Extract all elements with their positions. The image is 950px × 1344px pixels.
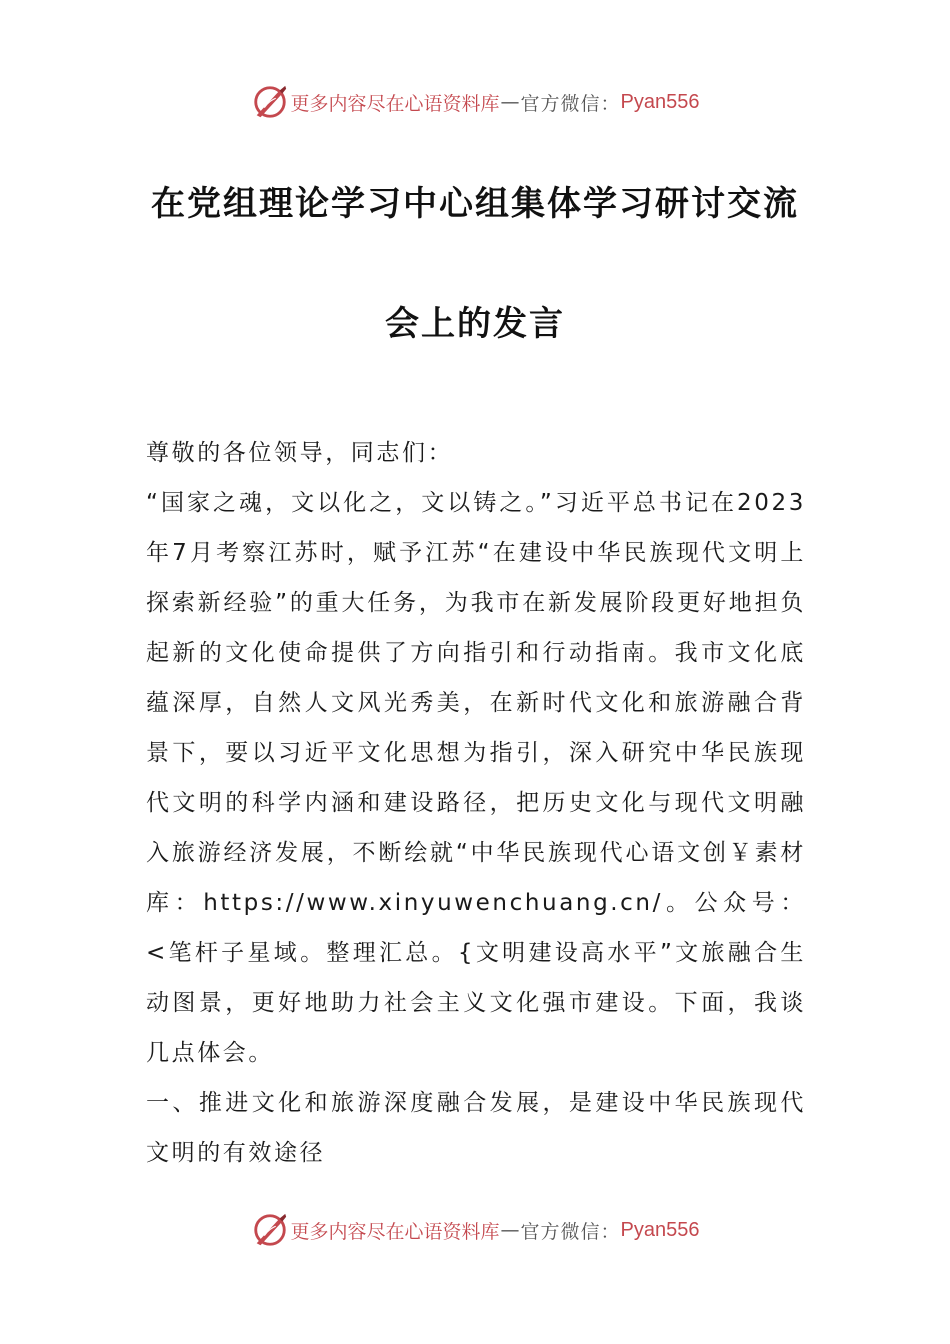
document-body <box>146 428 806 1178</box>
quill-pen-logo-icon <box>251 1211 289 1249</box>
document-title-line-2: 会上的发言 <box>385 304 565 344</box>
watermark-official-label: 官方微信： <box>520 1220 621 1243</box>
paragraph-1: “国家之魂，文以化之，文以铸之。”习近平总书记在2023年7月考察江苏时，赋予江苏“在建设中华民族现代文明上探索新经验”的重大任务，为我市在新发展阶段更好地担负起新的文化使命提供了方向指引和行动指南。我市文化底蕴深厚，自然人文风光秀美，在新时代文化和旅游融合背景下，要以习近平文化思想为指引，深入研究中华民族现代文明的科学内涵和建设路径，把历史文化与现代文明融入旅游经济发展，不断绘就“中华民族现代心语文创￥素材库：https://www.xinyuwenchuang.cn/。公众号：<笔杆子星域。整理汇总。{文明建设高水平”文旅融合生动图景，更好地助力社会主义文化强市建设。下面，我谈几点体会。 <box>146 490 806 1066</box>
watermark-main-text: 更多内容尽在心语资料库 <box>290 1220 500 1243</box>
watermark-wechat-id: Pyan556 <box>620 90 700 113</box>
watermark-header <box>0 80 950 124</box>
watermark-dash: — <box>500 91 520 113</box>
quill-pen-logo-icon <box>251 83 289 121</box>
watermark-main-text: 更多内容尽在心语资料库 <box>290 92 500 115</box>
section-heading-1: 一、推进文化和旅游深度融合发展，是建设中华民族现代文明的有效途径 <box>146 1090 806 1166</box>
watermark-wechat-id: Pyan556 <box>620 1218 700 1241</box>
salutation: 尊敬的各位领导，同志们： <box>146 440 454 466</box>
document-title-line-1: 在党组理论学习中心组集体学习研讨交流 <box>151 184 799 224</box>
watermark-official-label: 官方微信： <box>520 92 621 115</box>
watermark-footer <box>0 1208 950 1252</box>
watermark-dash: — <box>500 1219 520 1241</box>
